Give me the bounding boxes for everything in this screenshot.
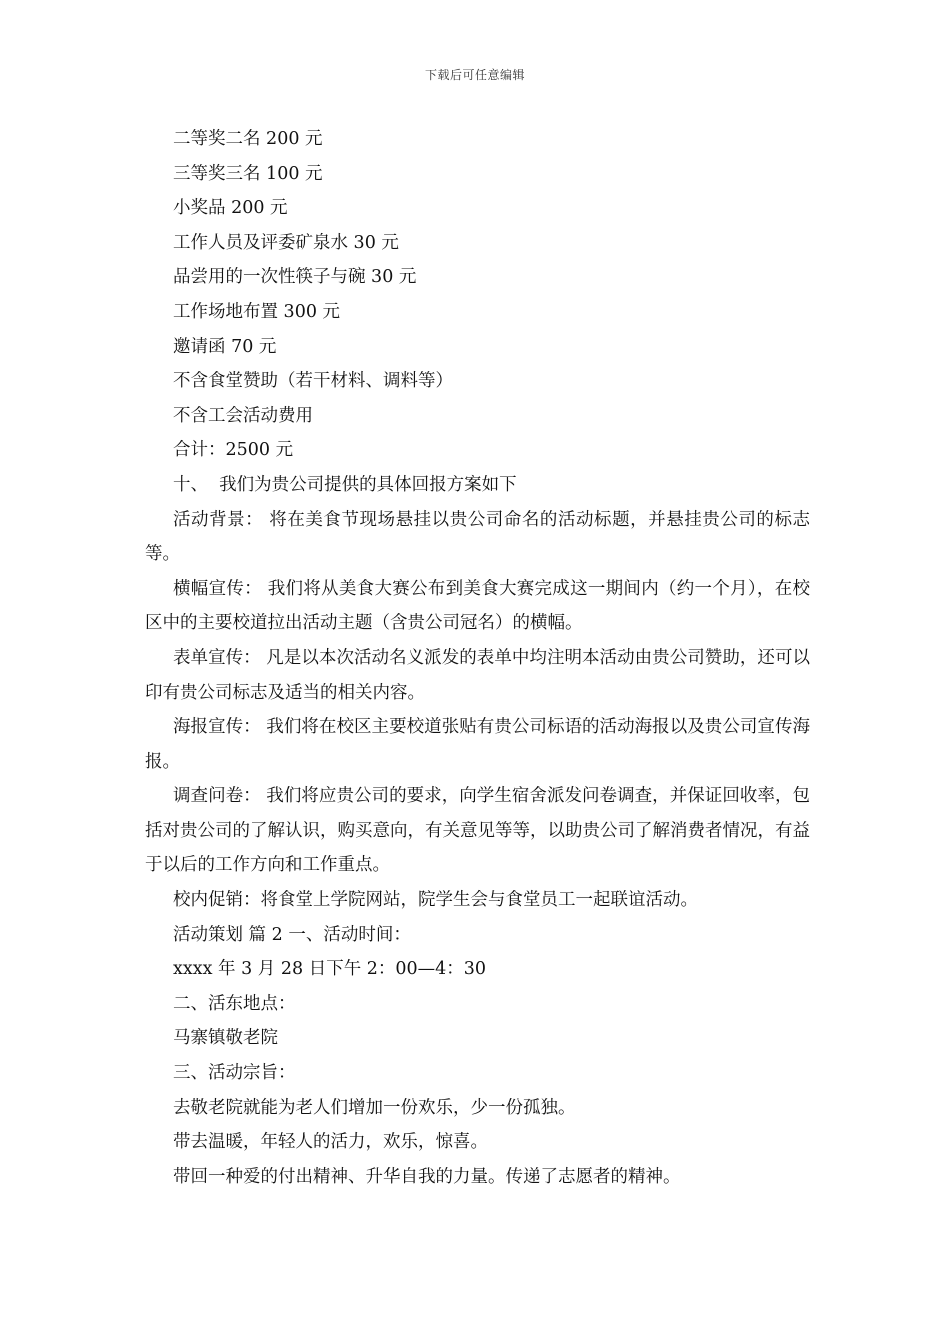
plan-heading: 活动策划 篇 2 一、活动时间： (173, 924, 411, 945)
section-heading: 十、 我们为贵公司提供的具体回报方案如下 (173, 474, 517, 495)
page-header: 下载后可任意编辑 (424, 68, 525, 82)
purpose-line: 带去温暖，年轻人的活力，欢乐，惊喜。 (173, 1132, 488, 1153)
purpose-line: 去敬老院就能为老人们增加一份欢乐，少一份孤独。 (173, 1097, 576, 1118)
paragraph-activity-background: 活动背景： 将在美食节现场悬挂以贵公司命名的活动标题，并悬挂贵公司的标志等。 (145, 509, 810, 565)
budget-total: 合计：2500 元 (173, 440, 294, 461)
purpose-heading: 三、活动宗旨： (173, 1063, 296, 1084)
paragraph-poster-promotion: 海报宣传： 我们将在校区主要校道张贴有贵公司标语的活动海报以及贵公司宣传海报。 (145, 717, 810, 772)
purpose-line: 带回一种爱的付出精神、升华自我的力量。传递了志愿者的精神。 (173, 1166, 681, 1187)
paragraph-form-promotion: 表单宣传： 凡是以本次活动名义派发的表单中均注明本活动由贵公司赞助，还可以印有贵公司标志及适当的相关内容。 (145, 647, 810, 703)
budget-line: 工作人员及评委矿泉水 30 元 (173, 232, 399, 253)
budget-line: 不含食堂赞助（若干材料、调料等） (173, 371, 453, 392)
budget-line: 工作场地布置 300 元 (173, 301, 341, 322)
budget-line: 小奖品 200 元 (173, 198, 288, 219)
budget-line: 不含工会活动费用 (173, 405, 313, 426)
location-heading: 二、活东地点： (173, 993, 296, 1014)
campus-promotion-line: 校内促销：将食堂上学院网站，院学生会与食堂员工一起联谊活动。 (173, 890, 698, 911)
paragraph-survey: 调查问卷： 我们将应贵公司的要求，向学生宿舍派发问卷调查，并保证回收率，包括对贵公司的了解认识，购买意向，有关意见等等，以助贵公司了解消费者情况，有益于以后的工作方向和工作重点。 (145, 786, 810, 876)
paragraph-banner-promotion: 横幅宣传： 我们将从美食大赛公布到美食大赛完成这一期间内（约一个月），在校区中的主要校道拉出活动主题（含贵公司冠名）的横幅。 (145, 578, 810, 634)
activity-time: xxxx 年 3 月 28 日下午 2：00—4：30 (173, 959, 487, 980)
document-body (145, 122, 810, 1194)
budget-line: 邀请函 70 元 (173, 336, 277, 357)
location-value: 马寨镇敬老院 (173, 1028, 278, 1049)
budget-line: 品尝用的一次性筷子与碗 30 元 (173, 267, 417, 288)
budget-line: 二等奖二名 200 元 (173, 129, 323, 149)
budget-line: 三等奖三名 100 元 (173, 163, 323, 184)
